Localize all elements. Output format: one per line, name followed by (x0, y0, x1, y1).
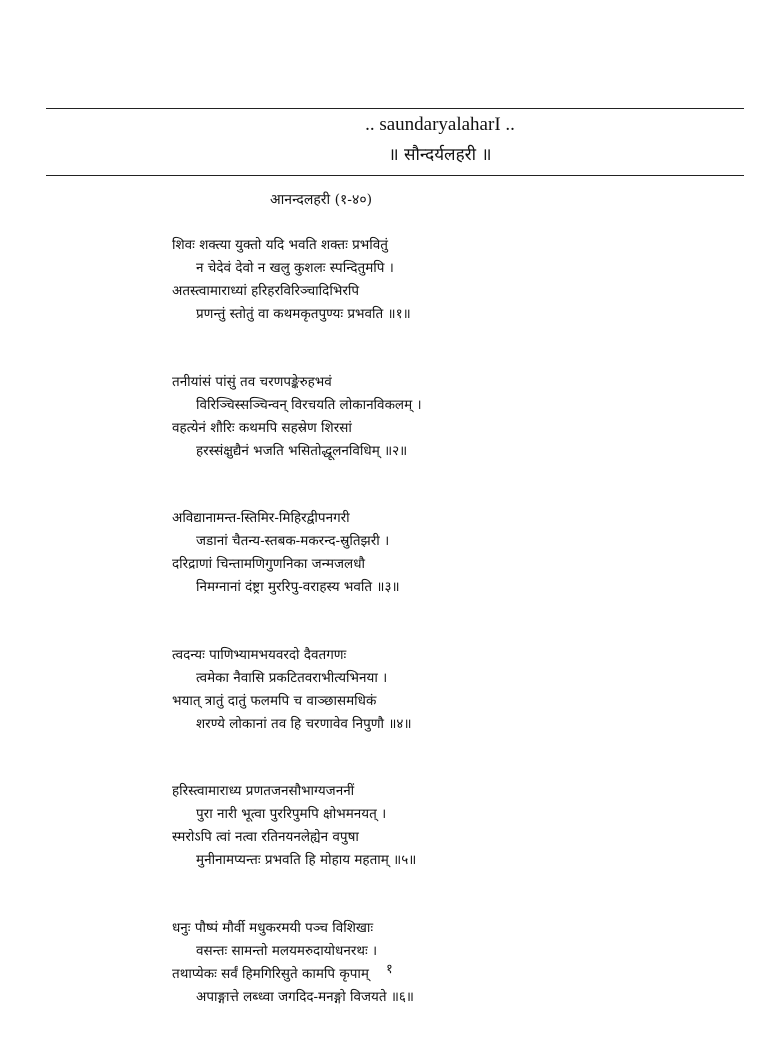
verse-list (172, 234, 732, 1053)
verse-4 (172, 644, 732, 736)
verse-line: दरिद्राणां चिन्तामणिगुणनिका जन्मजलधौ (172, 556, 366, 572)
verse-line: शिवः शक्त्या युक्तो यदि भवति शक्तः प्रभवितुं (172, 237, 388, 253)
verse-line: त्वदन्यः पाणिभ्यामभयवरदो दैवतगणः (172, 646, 347, 663)
verse-line: त्वमेका नैवासि प्रकटितवराभीत्यभिनया । (196, 669, 388, 686)
document-title-latin: .. saundaryalaharI .. (365, 114, 515, 135)
document-title-devanagari: ॥ सौन्दर्यलहरी ॥ (388, 145, 492, 165)
verse-line: वहत्येनं शौरिः कथमपि सहस्रेण शिरसां (172, 419, 352, 436)
verse-line: भयात् त्रातुं दातुं फलमपि च वाञ्छासमधिकं (172, 692, 377, 709)
verse-line: जडानां चैतन्य-स्तबक-मकरन्द-स्रुतिझरी । (196, 533, 390, 549)
verse-line: पुरा नारी भूत्वा पुररिपुमपि क्षोभमनयत् । (196, 806, 387, 822)
verse-5 (172, 780, 732, 872)
verse-2 (172, 371, 732, 463)
verse-1 (172, 234, 732, 326)
verse-line: तथाप्येकः सर्वं हिमगिरिसुते कामपि कृपाम् (172, 965, 369, 982)
section-heading: आनन्दलहरी (१-४०) (270, 192, 373, 208)
verse-line: निमग्नानां दंष्ट्रा मुररिपु-वराहस्य भवति ॥३॥ (196, 579, 400, 595)
verse-line: हरस्संक्षुद्यैनं भजति भसितोद्धूलनविधिम् ॥२॥ (196, 442, 408, 459)
bottom-rule (46, 175, 744, 176)
verse-line: वसन्तः सामन्तो मलयमरुदायोधनरथः । (196, 942, 378, 959)
verse-line: विरिञ्चिस्सञ्चिन्वन् विरचयति लोकानविकलम् । (196, 396, 422, 413)
verse-line: स्मरोऽपि त्वां नत्वा रतिनयनलेह्येन वपुषा (172, 829, 359, 845)
verse-line: अपाङ्गात्ते लब्ध्वा जगदिद-मनङ्गो विजयते ॥६॥ (196, 988, 415, 1005)
verse-line: तनीयांसं पांसुं तव चरणपङ्केरुहभवं (172, 373, 332, 390)
verse-line: अतस्त्वामाराध्यां हरिहरविरिञ्चादिभिरपि (172, 283, 359, 299)
verse-line: हरिस्त्वामाराध्य प्रणतजनसौभाग्यजननीं (172, 783, 355, 799)
verse-6 (172, 917, 732, 1009)
verse-line: शरण्ये लोकानां तव हि चरणावेव निपुणौ ॥४॥ (196, 715, 412, 732)
verse-line: अविद्यानामन्त-स्तिमिर-मिहिरद्वीपनगरी (172, 510, 350, 526)
verse-line: प्रणन्तुं स्तोतुं वा कथमकृतपुण्यः प्रभवति ॥१॥ (196, 306, 411, 322)
verse-line: मुनीनामप्यन्तः प्रभवति हि मोहाय महताम् ॥५॥ (196, 852, 417, 868)
page-number: १ (386, 962, 393, 977)
verse-line: न चेदेवं देवो न खलु कुशलः स्पन्दितुमपि । (196, 260, 394, 276)
top-rule (46, 108, 744, 109)
verse-3 (172, 507, 732, 599)
verse-line: धनुः पौष्पं मौर्वी मधुकरमयी पञ्च विशिखाः (172, 919, 374, 936)
